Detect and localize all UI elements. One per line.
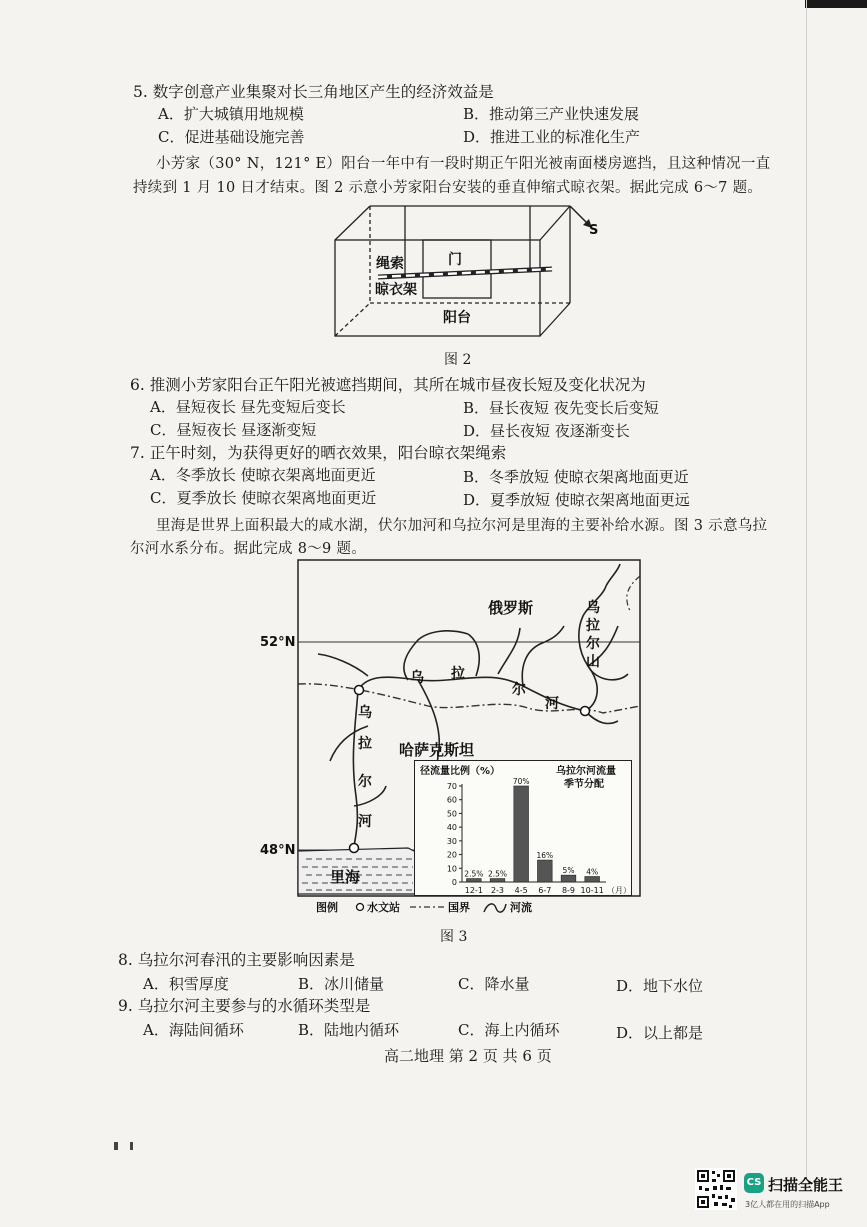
bar-value-label: 2.5% <box>487 869 508 879</box>
bar-value-label: 16% <box>536 851 554 861</box>
q7-option-a: A．冬季放长 使晾衣架离地面更近 <box>150 466 376 484</box>
x-tick-label: 10-11 <box>580 886 604 895</box>
y-tick-label: 50 <box>446 809 457 819</box>
passage2-line2: 尔河水系分布。据此完成 8～9 题。 <box>130 541 367 557</box>
label-door: 门 <box>448 252 462 268</box>
q9-option-d: D．以上都是 <box>616 1024 704 1042</box>
figure-2-caption: 图 2 <box>444 352 472 368</box>
legend-station-label: 水文站 <box>367 901 400 914</box>
chart-title-line2: 季节分配 <box>564 779 604 790</box>
door <box>423 240 491 298</box>
scan-edge-mark <box>805 0 867 8</box>
river-h-char-3: 尔 <box>512 682 526 698</box>
river-v-char-1: 乌 <box>358 705 372 721</box>
river-v-char-2: 拉 <box>358 736 372 752</box>
x-tick-label: 12-1 <box>464 886 483 895</box>
legend-river-icon <box>484 904 506 912</box>
chart-ylabel: 径流量比例（%） <box>420 766 501 777</box>
mtn-char-3: 尔 <box>586 636 600 652</box>
label-caspian: 里海 <box>330 868 361 886</box>
q5-option-d: D．推进工业的标准化生产 <box>463 128 641 146</box>
q9-option-c: C．海上内循环 <box>458 1021 560 1039</box>
q9-stem: 9. 乌拉尔河主要参与的水循环类型是 <box>118 997 371 1015</box>
q6-option-a: A．昼短夜长 昼先变短后变长 <box>150 398 346 416</box>
balcony-front-face <box>335 240 540 336</box>
border-ne <box>627 576 640 611</box>
q6-option-b: B．昼长夜短 夜先变长后变短 <box>463 399 659 417</box>
label-kazakhstan: 哈萨克斯坦 <box>399 741 475 759</box>
qr-code-icon <box>695 1168 737 1210</box>
q8-option-a: A．积雪厚度 <box>143 975 229 993</box>
y-tick-label: 0 <box>451 878 457 887</box>
q8-stem: 8. 乌拉尔河春汛的主要影响因素是 <box>118 951 355 969</box>
q5-option-b: B．推动第三产业快速发展 <box>463 105 640 123</box>
scan-speck <box>114 1142 118 1150</box>
page-edge-line <box>806 0 807 1180</box>
drying-rack-bar <box>378 269 552 277</box>
q9-option-a: A．海陆间循环 <box>143 1021 244 1039</box>
bar-4-5 <box>514 786 529 882</box>
scanner-brand: 扫描全能王 <box>768 1176 844 1194</box>
river-h-char-1: 乌 <box>410 670 424 686</box>
bar-6-7 <box>537 860 552 882</box>
river-h-char-4: 河 <box>545 696 559 712</box>
x-tick-label: 6-7 <box>538 886 552 895</box>
q7-option-c: C．夏季放长 使晾衣架离地面更近 <box>150 489 377 507</box>
bar-value-label: 2.5% <box>464 869 484 879</box>
label-balcony: 阳台 <box>443 310 471 326</box>
y-tick-label: 40 <box>446 823 457 833</box>
q7-stem: 7. 正午时刻，为获得更好的晒衣效果，阳台晾衣架绳索 <box>130 444 507 462</box>
q5-option-c: C．促进基础设施完善 <box>158 128 305 146</box>
q7-option-b: B．冬季放短 使晾衣架离地面更近 <box>463 468 689 486</box>
passage1-line1: 小芳家（30° N，121° E）阳台一年中有一段时期正午阳光被南面楼房遮挡，且这种情况一直 <box>156 156 771 172</box>
mtn-char-2: 拉 <box>586 618 600 634</box>
legend-title: 图例 <box>316 901 338 914</box>
mtn-char-1: 乌 <box>586 600 600 616</box>
chart-x-unit: （月） <box>607 886 631 895</box>
label-48n: 48°N <box>260 843 296 858</box>
legend-river-label: 河流 <box>510 901 532 914</box>
q5-stem: 5. 数字创意产业集聚对长三角地区产生的经济效益是 <box>133 83 494 101</box>
ural-river-v-label <box>358 704 372 830</box>
river-h-char-2: 拉 <box>451 666 465 682</box>
y-tick-label: 60 <box>446 795 457 805</box>
label-s: S <box>589 223 599 238</box>
ural-discharge-chart <box>414 760 632 896</box>
bar-2-3 <box>490 879 505 882</box>
q8-option-c: C．降水量 <box>458 975 530 993</box>
q9-option-b: B．陆地内循环 <box>298 1021 400 1039</box>
y-tick-label: 30 <box>446 836 457 846</box>
legend-station-icon <box>357 904 364 911</box>
label-rope: 绳索 <box>376 256 404 272</box>
scanner-logo-icon: CS <box>744 1173 764 1193</box>
passage2-line1: 里海是世界上面积最大的咸水湖，伏尔加河和乌拉尔河是里海的主要补给水源。图 3 示意乌拉 <box>156 518 768 534</box>
q7-option-d: D．夏季放短 使晾衣架离地面更远 <box>463 491 690 509</box>
q8-option-b: B．冰川储量 <box>298 975 385 993</box>
label-russia: 俄罗斯 <box>488 599 534 617</box>
river-v-char-3: 尔 <box>358 774 372 790</box>
mtn-char-4: 山 <box>586 654 600 670</box>
y-tick-label: 20 <box>446 850 457 860</box>
y-tick-label: 70 <box>446 782 457 791</box>
chart-title-line1: 乌拉尔河流量 <box>556 766 616 777</box>
page-footer: 高二地理 第 2 页 共 6 页 <box>384 1047 552 1065</box>
figure-3-caption: 图 3 <box>440 929 468 945</box>
q6-option-d: D．昼长夜短 夜逐渐变长 <box>463 422 630 440</box>
legend-border-label: 国界 <box>448 901 470 914</box>
bar-value-label: 70% <box>512 777 530 786</box>
bar-value-label: 4% <box>586 867 599 877</box>
bar-8-9 <box>561 875 576 882</box>
q6-option-c: C．昼短夜长 昼逐渐变短 <box>150 421 317 439</box>
y-tick-label: 10 <box>446 864 457 874</box>
label-rack: 晾衣架 <box>375 282 417 298</box>
bar-10-11 <box>585 877 600 882</box>
scanner-tagline: 3亿人都在用的扫描App <box>745 1200 830 1209</box>
river-v-char-4: 河 <box>358 814 372 830</box>
ural-mountains-label <box>586 599 600 670</box>
scan-speck <box>130 1142 133 1150</box>
bar-12-1 <box>466 879 481 882</box>
x-tick-label: 2-3 <box>490 886 505 895</box>
figure-2-drying-rack <box>330 198 600 343</box>
passage1-line2: 持续到 1 月 10 日才结束。图 2 示意小芳家阳台安装的垂直伸缩式晾衣架。据此完成 6～7 题。 <box>133 180 763 196</box>
x-tick-label: 4-5 <box>514 886 528 895</box>
q8-option-d: D．地下水位 <box>616 977 704 995</box>
x-tick-label: 8-9 <box>561 886 576 895</box>
q6-stem: 6. 推测小芳家阳台正午阳光被遮挡期间，其所在城市昼夜长短及变化状况为 <box>130 376 646 394</box>
q5-option-a: A．扩大城镇用地规模 <box>158 105 304 123</box>
bar-value-label: 5% <box>562 866 575 876</box>
label-52n: 52°N <box>260 635 296 650</box>
